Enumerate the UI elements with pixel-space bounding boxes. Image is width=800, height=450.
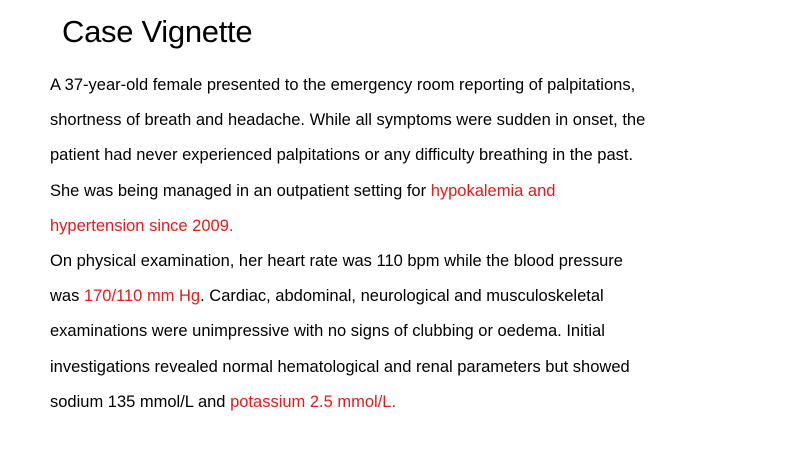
paragraph2-line2-text: was — [50, 287, 84, 306]
paragraph2-line1: On physical examination, her heart rate was 110 bpm while the blood pressure — [50, 251, 623, 270]
highlight-hypokalemia: hypokalemia and — [430, 181, 556, 200]
paragraph1-line2: shortness of breath and headache. While all symptoms were sudden in onset, the — [50, 111, 646, 130]
paragraph2-line5 — [50, 385, 770, 420]
paragraph2-line5-text: sodium 135 mmol/L and — [50, 392, 231, 411]
paragraph1-line3: patient had never experienced palpitations or any difficulty breathing in the past. — [50, 146, 634, 165]
slide-title: Case Vignette — [62, 14, 253, 49]
case-description — [50, 68, 770, 420]
paragraph2-line3: examinations were unimpressive with no signs of clubbing or oedema. Initial — [50, 322, 605, 341]
paragraph2-line2-rest: . Cardiac, abdominal, neurological and musculoskeletal — [200, 287, 604, 306]
paragraph1-line4-text: She was being managed in an outpatient setting for — [50, 181, 431, 200]
highlight-potassium: potassium 2.5 mmol/L. — [230, 392, 397, 411]
paragraph2-line4: investigations revealed normal hematological and renal parameters but showed — [50, 357, 630, 376]
paragraph1-line4 — [50, 174, 770, 209]
highlight-blood-pressure: 170/110 mm Hg — [83, 287, 201, 306]
paragraph1-line1: A 37-year-old female presented to the emergency room reporting of palpitations, — [50, 76, 636, 94]
paragraph2-line2 — [50, 279, 770, 314]
highlight-hypertension: hypertension since 2009. — [50, 216, 234, 235]
